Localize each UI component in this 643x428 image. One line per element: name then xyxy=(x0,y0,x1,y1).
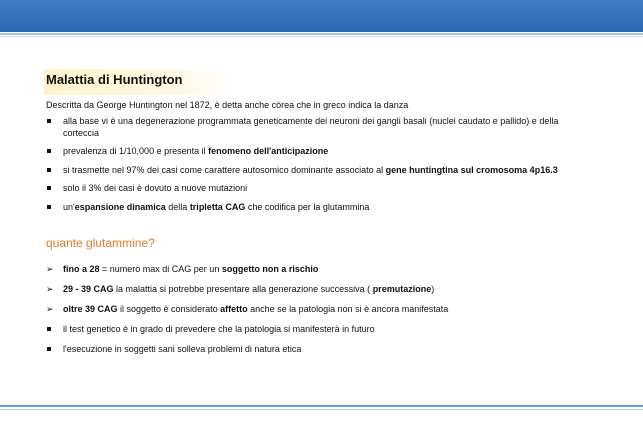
list-item: si trasmette nel 97% dei casi come carattere autosomico dominante associato al gene huntingtina sul cromosoma 4p16.3 xyxy=(46,165,566,177)
facts-list xyxy=(46,116,566,220)
arrow-bullet-icon: ➢ xyxy=(46,284,54,295)
glutamine-list xyxy=(46,264,586,364)
header-divider-thin xyxy=(0,36,643,37)
arrow-bullet-icon: ➢ xyxy=(46,264,54,274)
list-item: l'esecuzione in soggetti sani solleva problemi di natura etica xyxy=(46,344,586,356)
square-bullet-icon xyxy=(47,168,51,172)
footer-divider-thin xyxy=(0,409,643,410)
square-bullet-icon xyxy=(47,149,51,153)
list-item: prevalenza di 1/10,000 e presenta il fenomeno dell'anticipazione xyxy=(46,146,566,158)
list-item: alla base vi è una degenerazione programmata geneticamente dei neuroni dei gangli basali (nuclei caudato e pallido) e della corteccia xyxy=(46,116,566,139)
list-item: un'espansione dinamica della tripletta CAG che codifica per la glutammina xyxy=(46,202,566,214)
list-item: il test genetico è in grado di prevedere che la patologia si manifesterà in futuro xyxy=(46,324,586,336)
square-bullet-icon xyxy=(47,119,51,123)
footer-divider xyxy=(0,405,643,407)
list-item: solo il 3% dei casi è dovuto a nuove mutazioni xyxy=(46,183,566,195)
square-bullet-icon xyxy=(47,327,51,331)
square-bullet-icon xyxy=(47,347,51,351)
square-bullet-icon xyxy=(47,186,51,190)
header-divider xyxy=(0,33,643,35)
intro-text: Descritta da George Huntington nel 1872, è detta anche còrea che in greco indica la danza xyxy=(46,100,409,110)
list-item: ➢ fino a 28 = numero max di CAG per un soggetto non a rischio xyxy=(46,264,319,274)
header-bar xyxy=(0,0,643,32)
arrow-bullet-icon: ➢ xyxy=(46,304,54,315)
section-subheading: quante glutammine? xyxy=(46,236,155,250)
list-item: ➢ 29 - 39 CAG la malattia si potrebbe presentare alla generazione successiva ( premutazione) xyxy=(46,284,435,295)
square-bullet-icon xyxy=(47,205,51,209)
list-item: ➢ oltre 39 CAG il soggetto è considerato affetto anche se la patologia non si è ancora manifestata xyxy=(46,304,449,315)
slide-title: Malattia di Huntington xyxy=(44,69,232,95)
